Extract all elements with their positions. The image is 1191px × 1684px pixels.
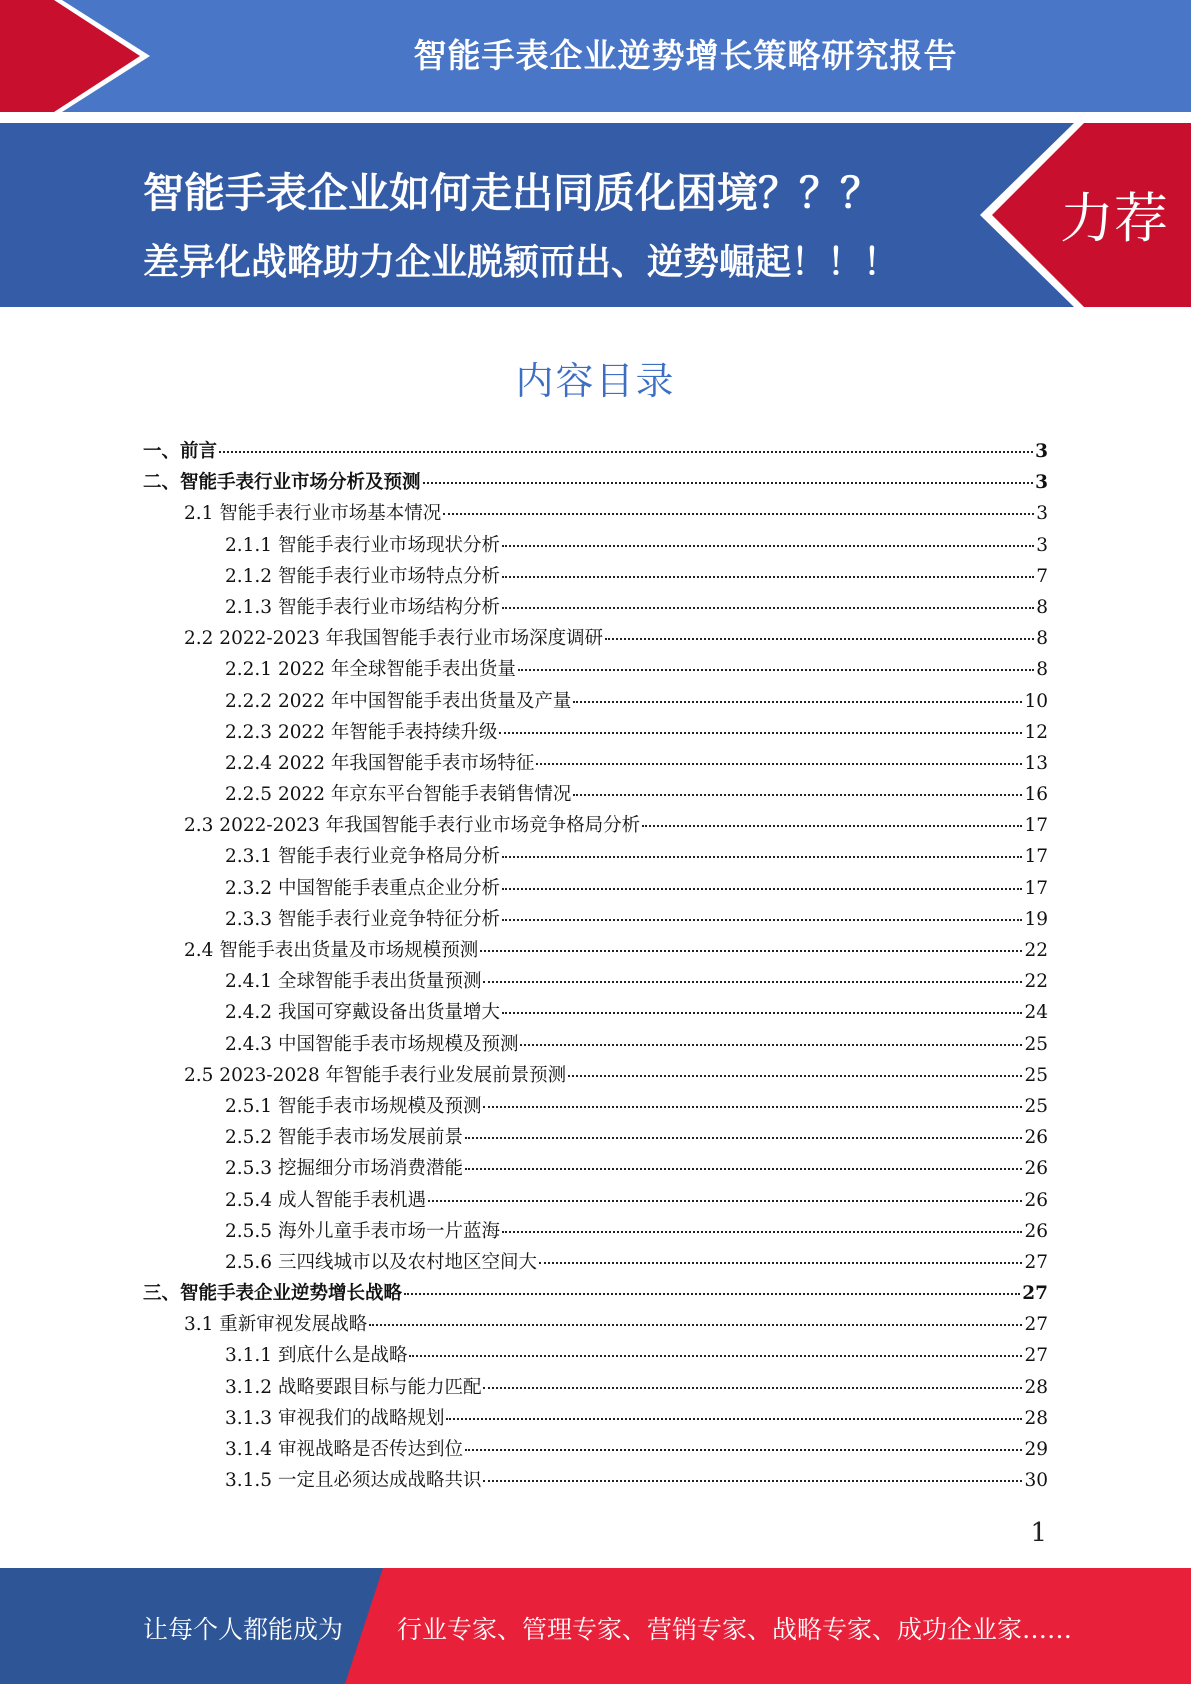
toc-entry-page: 27: [1024, 1345, 1048, 1367]
toc-entry[interactable]: [143, 624, 1048, 655]
toc-entry[interactable]: [143, 967, 1048, 998]
toc-entry-page: 8: [1036, 596, 1048, 618]
toc-dot-leader: [502, 576, 1034, 578]
toc-entry-page: 19: [1024, 908, 1048, 930]
toc-entry-page: 26: [1024, 1220, 1048, 1242]
toc-entry-label: 2.2.5 2022 年京东平台智能手表销售情况: [225, 784, 572, 806]
toc-entry[interactable]: [143, 1061, 1048, 1092]
toc-entry[interactable]: [143, 905, 1048, 936]
toc-entry-label: 3.1.5 一定且必须达成战略共识: [225, 1470, 482, 1492]
toc-entry[interactable]: [143, 780, 1048, 811]
toc-entry-label: 2.5.6 三四线城市以及农村地区空间大: [225, 1251, 537, 1273]
toc-entry-page: 17: [1024, 877, 1048, 899]
toc-entry-page: 26: [1024, 1189, 1048, 1211]
toc-dot-leader: [502, 888, 1022, 890]
toc-entry-page: 12: [1024, 721, 1048, 743]
toc-entry[interactable]: [143, 593, 1048, 624]
toc-entry-page: 26: [1024, 1127, 1048, 1149]
toc-entry-label: 2.5.4 成人智能手表机遇: [225, 1189, 426, 1211]
toc-dot-leader: [404, 1293, 1020, 1295]
page-number: 1: [1030, 1518, 1047, 1548]
toc-entry[interactable]: [143, 1466, 1048, 1497]
toc-entry-page: 25: [1024, 1095, 1048, 1117]
toc-dot-leader: [573, 701, 1022, 703]
report-title: 智能手表企业逆势增长策略研究报告: [413, 36, 958, 75]
toc-entry-label: 2.5.3 挖掘细分市场消费潜能: [225, 1158, 463, 1180]
toc-entry-page: 29: [1024, 1439, 1048, 1460]
toc-entry-page: 25: [1024, 1064, 1048, 1086]
toc-entry[interactable]: [143, 687, 1048, 718]
toc-entry[interactable]: [143, 437, 1048, 468]
toc-entry[interactable]: [143, 874, 1048, 905]
toc-entry-label: 二、智能手表行业市场分析及预测: [143, 472, 421, 494]
toc-entry-page: 27: [1024, 1314, 1048, 1336]
toc-dot-leader: [443, 513, 1034, 515]
toc-dot-leader: [369, 1324, 1022, 1326]
toc-entry-label: 2.5 2023-2028 年智能手表行业发展前景预测: [184, 1064, 567, 1086]
toc-entry[interactable]: [143, 1186, 1048, 1217]
toc-entry-page: 3: [1035, 441, 1048, 462]
toc-heading: 内容目录: [515, 359, 676, 403]
toc-entry[interactable]: [143, 1310, 1048, 1341]
toc-entry-label: 2.4 智能手表出货量及市场规模预测: [184, 940, 479, 961]
toc-entry-page: 13: [1024, 752, 1048, 774]
toc-entry-label: 一、前言: [143, 441, 218, 462]
toc-entry[interactable]: [143, 1217, 1048, 1248]
toc-entry-label: 2.2.4 2022 年我国智能手表市场特征: [225, 752, 535, 774]
toc-dot-leader: [483, 981, 1022, 983]
toc-dot-leader: [446, 1418, 1022, 1420]
toc-dot-leader: [483, 1387, 1022, 1389]
toc-dot-leader: [483, 1106, 1022, 1108]
toc-entry-label: 3.1.2 战略要跟目标与能力匹配: [225, 1376, 482, 1398]
toc-entry[interactable]: [143, 1154, 1048, 1185]
toc-dot-leader: [465, 1449, 1022, 1451]
toc-dot-leader: [219, 451, 1033, 453]
toc-entry-label: 三、智能手表企业逆势增长战略: [143, 1283, 403, 1305]
toc-entry[interactable]: [143, 1279, 1048, 1310]
toc-entry-label: 2.2.3 2022 年智能手表持续升级: [225, 721, 498, 743]
toc-entry[interactable]: [143, 1404, 1048, 1435]
header-red-chevron: [0, 0, 150, 112]
toc-entry-page: 7: [1036, 565, 1048, 587]
toc-entry-label: 2.1 智能手表行业市场基本情况: [184, 503, 442, 525]
toc-entry-label: 2.5.5 海外儿童手表市场一片蓝海: [225, 1220, 500, 1242]
toc-entry[interactable]: [143, 811, 1048, 842]
toc-entry-label: 2.4.1 全球智能手表出货量预测: [225, 971, 482, 993]
toc-dot-leader: [465, 1168, 1022, 1170]
toc-dot-leader: [502, 919, 1022, 921]
toc-dot-leader: [499, 732, 1022, 734]
toc-entry-page: 10: [1024, 690, 1048, 712]
toc-dot-leader: [502, 856, 1022, 858]
toc-entry-label: 2.2.1 2022 年全球智能手表出货量: [225, 659, 516, 681]
toc-entry[interactable]: [143, 1123, 1048, 1154]
toc-dot-leader: [480, 950, 1022, 952]
toc-dot-leader: [465, 1137, 1022, 1139]
toc-entry-page: 27: [1024, 1251, 1048, 1273]
toc-entry-label: 2.1.1 智能手表行业市场现状分析: [225, 534, 500, 556]
toc-entry[interactable]: [143, 468, 1048, 499]
toc-entry-label: 2.3.3 智能手表行业竞争特征分析: [225, 908, 500, 930]
toc-dot-leader: [502, 545, 1034, 547]
toc-entry-label: 2.4.2 我国可穿戴设备出货量增大: [225, 1002, 500, 1024]
toc-dot-leader: [423, 482, 1034, 484]
toc-dot-leader: [502, 1231, 1022, 1233]
toc-entry-page: 8: [1036, 628, 1048, 650]
toc-entry-label: 2.2 2022-2023 年我国智能手表行业市场深度调研: [184, 628, 604, 650]
toc-entry[interactable]: [143, 749, 1048, 780]
toc-dot-leader: [539, 1262, 1022, 1264]
toc-entry-page: 30: [1024, 1470, 1048, 1492]
toc-dot-leader: [483, 1480, 1022, 1482]
toc-entry-label: 3.1 重新审视发展战略: [184, 1314, 368, 1336]
toc-entry[interactable]: [143, 655, 1048, 686]
toc-entry[interactable]: [143, 1030, 1048, 1061]
toc-dot-leader: [502, 607, 1034, 609]
toc-entry[interactable]: [143, 1248, 1048, 1279]
toc-entry-page: 25: [1024, 1033, 1048, 1055]
toc-dot-leader: [409, 1355, 1022, 1357]
toc-entry-label: 2.2.2 2022 年中国智能手表出货量及产量: [225, 690, 572, 712]
toc-dot-leader: [573, 794, 1022, 796]
toc-entry-page: 3: [1036, 503, 1048, 525]
toc-entry-label: 2.4.3 中国智能手表市场规模及预测: [225, 1033, 519, 1055]
recommend-label: 力荐: [1060, 187, 1168, 250]
toc-entry-page: 26: [1024, 1158, 1048, 1180]
toc-entry-page: 8: [1036, 659, 1048, 681]
toc-entry[interactable]: [143, 562, 1048, 593]
toc-entry[interactable]: [143, 531, 1048, 562]
toc-entry-label: 3.1.4 审视战略是否传达到位: [225, 1439, 463, 1460]
toc-entry[interactable]: [143, 1373, 1048, 1404]
toc-entry-label: 2.5.1 智能手表市场规模及预测: [225, 1095, 482, 1117]
toc-entry-page: 16: [1024, 784, 1048, 806]
toc-entry[interactable]: [143, 1092, 1048, 1123]
toc-entry[interactable]: [143, 998, 1048, 1029]
footer-slogan-right: 行业专家、管理专家、营销专家、战略专家、成功企业家……: [397, 1615, 1073, 1644]
toc-entry-label: 2.3 2022-2023 年我国智能手表行业市场竞争格局分析: [184, 815, 641, 837]
toc-dot-leader: [642, 825, 1022, 827]
toc-entry-label: 2.3.1 智能手表行业竞争格局分析: [225, 846, 500, 868]
toc-entry[interactable]: [143, 1341, 1048, 1372]
toc-entry-label: 2.1.3 智能手表行业市场结构分析: [225, 596, 500, 618]
toc-entry-page: 22: [1024, 971, 1048, 993]
toc-entry-label: 2.1.2 智能手表行业市场特点分析: [225, 565, 500, 587]
toc-dot-leader: [605, 638, 1034, 640]
hero-headline: 智能手表企业如何走出同质化困境？？？: [143, 169, 881, 217]
footer-slogan-left: 让每个人都能成为: [143, 1615, 344, 1644]
toc-entry[interactable]: [143, 936, 1048, 967]
toc-entry[interactable]: [143, 1435, 1048, 1466]
toc-entry-page: 24: [1024, 1002, 1048, 1024]
toc-dot-leader: [520, 1044, 1022, 1046]
hero-subheadline: 差异化战略助力企业脱颖而出、逆势崛起！！！: [143, 242, 900, 283]
toc-entry-page: 17: [1024, 815, 1048, 837]
toc-entry[interactable]: [143, 718, 1048, 749]
toc-dot-leader: [428, 1200, 1022, 1202]
toc-entry-page: 28: [1024, 1376, 1048, 1398]
toc-dot-leader: [502, 1012, 1022, 1014]
toc-entry-page: 3: [1036, 534, 1048, 556]
toc-entry-label: 2.5.2 智能手表市场发展前景: [225, 1127, 463, 1149]
toc-dot-leader: [536, 763, 1022, 765]
toc-entry-label: 2.3.2 中国智能手表重点企业分析: [225, 877, 500, 899]
toc-entry-page: 28: [1024, 1407, 1048, 1429]
toc-entry-label: 3.1.3 审视我们的战略规划: [225, 1407, 445, 1429]
toc-dot-leader: [518, 669, 1034, 671]
toc-entry-page: 17: [1024, 846, 1048, 868]
toc-dot-leader: [568, 1075, 1022, 1077]
toc-entry-label: 3.1.1 到底什么是战略: [225, 1345, 408, 1367]
toc-entry-page: 22: [1024, 940, 1048, 961]
toc-entry[interactable]: [143, 499, 1048, 530]
toc-entry-page: 3: [1035, 472, 1048, 494]
toc-entry-page: 27: [1022, 1283, 1048, 1305]
table-of-contents: [143, 437, 1048, 1497]
toc-entry[interactable]: [143, 842, 1048, 873]
